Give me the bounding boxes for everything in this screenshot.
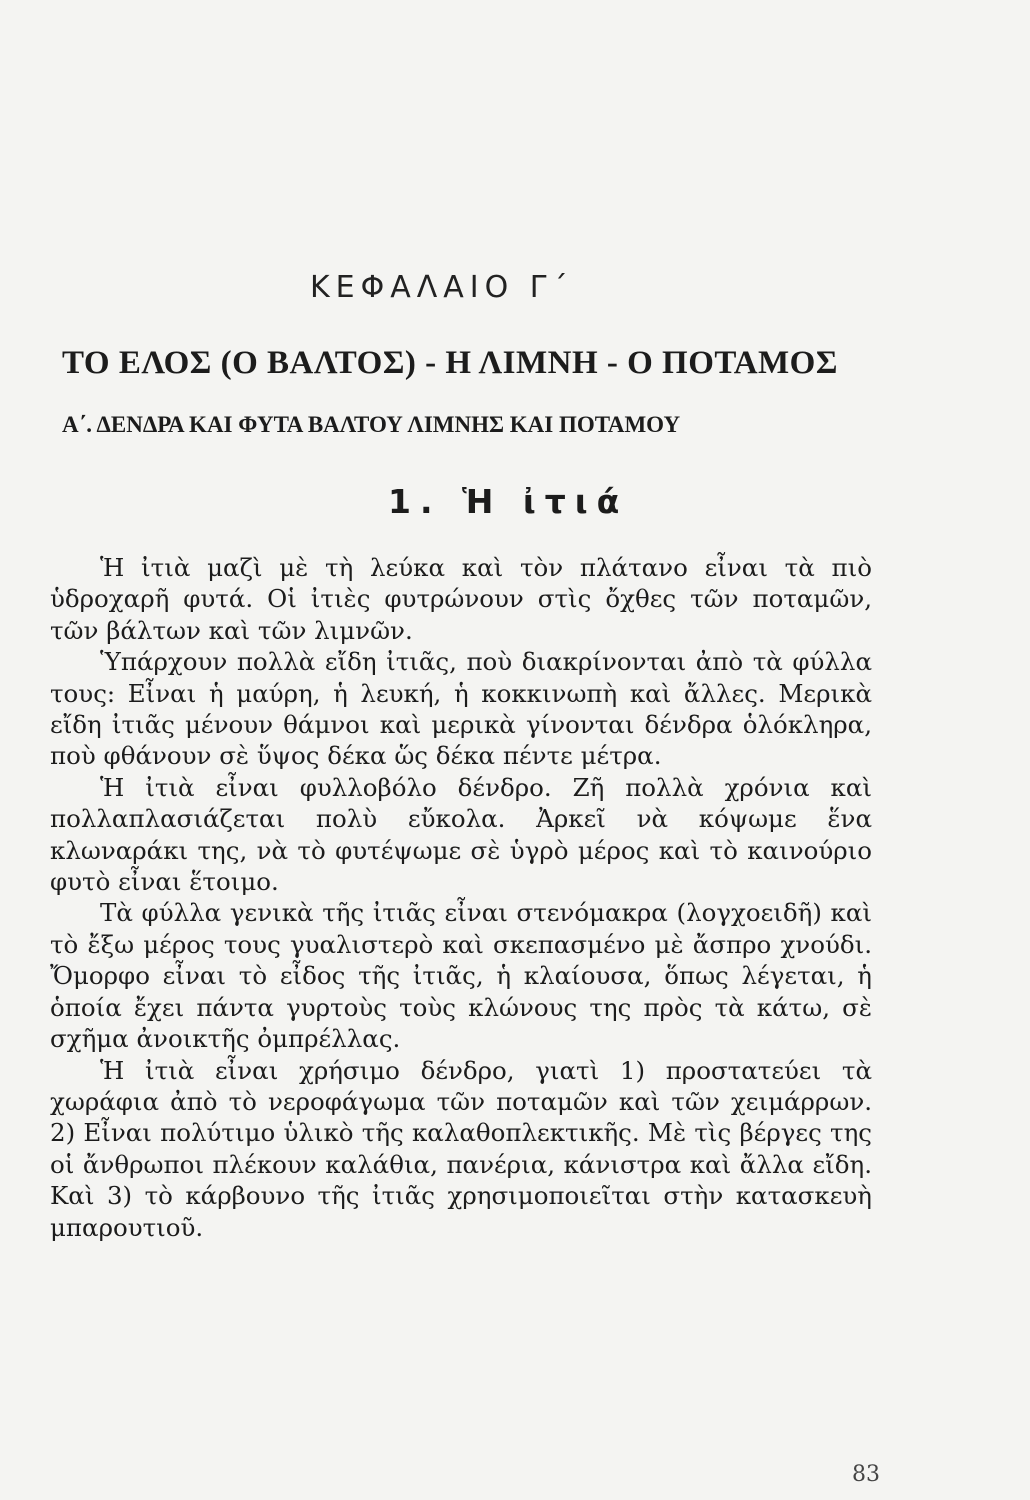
page-number: 83: [852, 1462, 880, 1487]
subsection-title: 1. Ἡ ἰτιά: [388, 482, 629, 521]
chapter-label: ΚΕΦΑΛΑΙΟ Γ΄: [310, 270, 574, 305]
paragraph: Ἡ ἰτιὰ εἶναι χρήσιμο δένδρο, γιατὶ 1) προστατεύει τὰ χωράφια ἀπὸ τὸ νεροφάγωμα τῶν ποταμῶν καὶ τῶν χειμάρρων. 2) Εἶναι πολύτιμο ὑλικὸ τῆς καλαθοπλεκτικῆς. Μὲ τὶς βέργες της οἱ ἄνθρωποι πλέκουν καλάθια, πανέρια, κάνιστρα καὶ ἄλλα εἴδη. Καὶ 3) τὸ κάρβουνο τῆς ἰτιᾶς χρησιμοποιεῖται στὴν κατασκευὴ μπαρουτιοῦ.: [50, 1055, 872, 1242]
section-title: Α΄. ΔΕΝΔΡΑ ΚΑΙ ΦΥΤΑ ΒΑΛΤΟΥ ΛΙΜΝΗΣ ΚΑΙ ΠΟΤΑΜΟΥ: [62, 412, 681, 437]
paragraph: Ἡ ἰτιὰ μαζὶ μὲ τὴ λεύκα καὶ τὸν πλάτανο εἶναι τὰ πιὸ ὑδροχαρῆ φυτά. Οἱ ἰτιὲς φυτρώνουν στὶς ὄχθες τῶν ποταμῶν, τῶν βάλτων καὶ τῶν λιμνῶν.: [50, 553, 872, 645]
paragraph: Ὑπάρχουν πολλὰ εἴδη ἰτιᾶς, ποὺ διακρίνονται ἀπὸ τὰ φύλλα τους: Εἶναι ἡ μαύρη, ἡ λευκή, ἡ κοκκινωπὴ καὶ ἄλλες. Μερικὰ εἴδη ἰτιᾶς μένουν θάμνοι καὶ μερικὰ γίνονται δένδρα ὁλόκληρα, ποὺ φθάνουν σὲ ὕψος δέκα ὥς δέκα πέντε μέτρα.: [50, 647, 872, 771]
paragraph: Ἡ ἰτιὰ εἶναι φυλλοβόλο δένδρο. Ζῆ πολλὰ χρόνια καὶ πολλαπλασιάζεται πολὺ εὔκολα. Ἀρκεῖ νὰ κόψωμε ἕνα κλωναράκι της, νὰ τὸ φυτέψωμε σὲ ὑγρὸ μέρος καὶ τὸ καινούριο φυτὸ εἶναι ἕτοιμο.: [50, 772, 872, 897]
body-text: [50, 552, 872, 1243]
paragraph: Τὰ φύλλα γενικὰ τῆς ἰτιᾶς εἶναι στενόμακρα (λογχοειδῆ) καὶ τὸ ἔξω μέρος τους γυαλιστερὸ καὶ σκεπασμένο μὲ ἄσπρο χνούδι. Ὄμορφο εἶναι τὸ εἶδος τῆς ἰτιᾶς, ἡ κλαίουσα, ὅπως λέγεται, ἡ ὁποία ἔχει πάντα γυρτοὺς τοὺς κλώνους της πρὸς τὰ κάτω, σὲ σχῆμα ἀνοικτῆς ὀμπρέλλας.: [50, 898, 872, 1054]
chapter-title: ΤΟ ΕΛΟΣ (Ο ΒΑΛΤΟΣ) - Η ΛΙΜΝΗ - Ο ΠΟΤΑΜΟΣ: [62, 345, 838, 381]
